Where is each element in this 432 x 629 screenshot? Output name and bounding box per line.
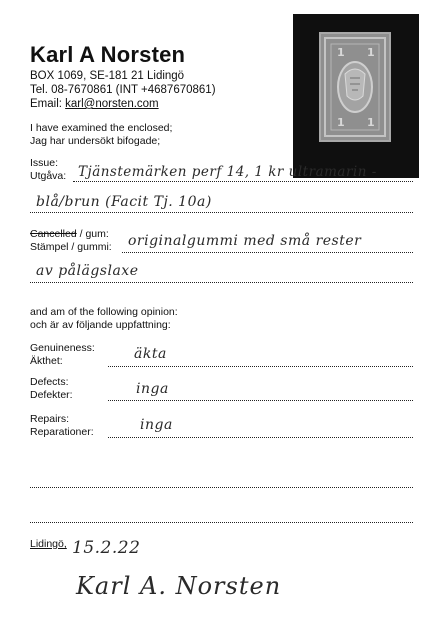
svg-text:1: 1 (337, 116, 345, 129)
repairs-dotted-line (108, 437, 413, 438)
date-handwritten: 15.2.22 (72, 538, 141, 558)
defekter-label: Defekter: (30, 389, 73, 401)
stamp-design-icon (321, 34, 389, 140)
reparationer-label: Reparationer: (30, 426, 94, 438)
company-address: BOX 1069, SE-181 21 Lidingö (30, 70, 185, 82)
stamp-image (319, 32, 391, 142)
defects-value: inga (136, 381, 169, 397)
repairs-label: Repairs: (30, 413, 70, 425)
company-phone: Tel. 08-7670861 (INT +4687670861) (30, 84, 216, 96)
email-link[interactable]: karl@norsten.com (65, 98, 159, 110)
place-label: Lidingö, (30, 538, 67, 550)
svg-text:1: 1 (337, 46, 345, 59)
genuineness-label: Genuineness: (30, 342, 95, 354)
signature: Karl A. Norsten (76, 572, 282, 600)
stampel-label: Stämpel / gummi: (30, 241, 112, 253)
email-label: Email: (30, 98, 62, 110)
intro-line-swedish: Jag har undersökt bifogade; (30, 135, 161, 147)
defects-dotted-line (108, 400, 413, 401)
intro-line-english: I have examined the enclosed; (30, 122, 173, 134)
issue-handwritten-1: Tjänstemärken perf 14, 1 kr ultramarin - (78, 164, 377, 180)
genuineness-dotted-line (108, 366, 413, 367)
svg-text:1: 1 (367, 116, 375, 129)
gum-dotted-line-1 (122, 252, 413, 253)
cancelled-struck: Cancelled (30, 228, 77, 240)
blank-dotted-line-2 (30, 522, 413, 523)
company-email-row (30, 98, 159, 110)
cancelled-label (30, 228, 109, 241)
utgava-label: Utgåva: (30, 170, 67, 182)
issue-label: Issue: (30, 157, 59, 169)
gum-label: / gum: (76, 228, 109, 240)
opinion-line-english: and am of the following opinion: (30, 306, 178, 318)
genuineness-value: äkta (134, 346, 167, 362)
gum-handwritten-1: originalgummi med små rester (128, 233, 362, 249)
blank-dotted-line-1 (30, 487, 413, 488)
issue-dotted-line-2 (30, 212, 413, 213)
stamp-photo (293, 14, 419, 178)
svg-text:1: 1 (367, 46, 375, 59)
issue-handwritten-2: blå/brun (Facit Tj. 10a) (36, 194, 212, 210)
repairs-value: inga (140, 417, 173, 433)
company-name: Karl A Norsten (30, 42, 186, 67)
gum-dotted-line-2 (30, 282, 413, 283)
defects-label: Defects: (30, 376, 69, 388)
issue-dotted-line-1 (73, 181, 413, 182)
gum-handwritten-2: av pålägslaxe (36, 263, 139, 279)
opinion-line-swedish: och är av följande uppfattning: (30, 319, 171, 331)
akthet-label: Äkthet: (30, 355, 63, 367)
